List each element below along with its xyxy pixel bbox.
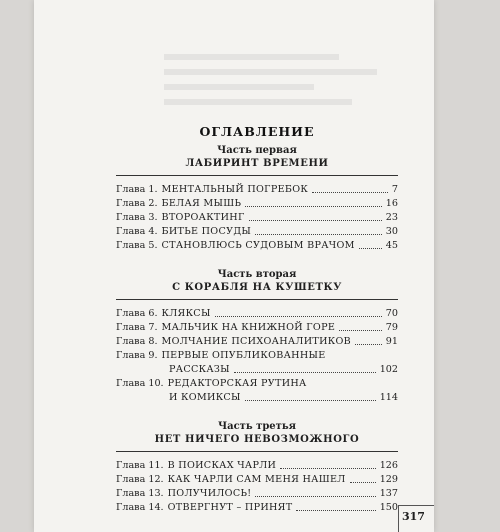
toc-entry (116, 183, 398, 197)
part-name: НЕТ НИЧЕГО НЕВОЗМОЖНОГО (154, 434, 360, 445)
chapter-title: ОТВЕРГНУТ – ПРИНЯТ (167, 502, 293, 513)
toc-entry (116, 349, 398, 363)
chapter-page: 70 (385, 308, 398, 319)
leader-dots (245, 206, 381, 207)
book-page (34, 0, 434, 532)
toc-heading: ОГЛАВЛЕНИЕ (199, 124, 315, 139)
toc-entry (116, 501, 398, 515)
toc-entry (116, 321, 398, 335)
leader-dots (280, 468, 375, 469)
chapter-number: Глава 3. (116, 212, 158, 223)
chapter-page: 102 (379, 364, 398, 375)
chapter-title: БИТЬЕ ПОСУДЫ (161, 226, 252, 237)
chapter-title: КЛЯКСЫ (161, 308, 211, 319)
chapter-number: Глава 5. (116, 240, 158, 251)
chapter-title: МЕНТАЛЬНЫЙ ПОГРЕБОК (161, 184, 309, 195)
toc-entry (116, 487, 398, 501)
toc-entry (116, 197, 398, 211)
chapter-title: КАК ЧАРЛИ САМ МЕНЯ НАШЕЛ (167, 474, 346, 485)
chapter-page: 126 (379, 460, 398, 471)
chapter-title: ПОЛУЧИЛОСЬ! (167, 488, 252, 499)
chapter-page: 79 (385, 322, 398, 333)
leader-dots (339, 330, 382, 331)
chapter-title: РЕДАКТОРСКАЯ РУТИНА (167, 378, 307, 389)
toc-entry (116, 239, 398, 253)
leader-dots (350, 482, 376, 483)
chapter-number: Глава 6. (116, 308, 158, 319)
chapter-page: 114 (379, 392, 398, 403)
part-label: Часть третья (217, 421, 297, 432)
chapter-number: Глава 10. (116, 378, 164, 389)
chapter-title: СТАНОВЛЮСЬ СУДОВЫМ ВРАЧОМ (161, 240, 355, 251)
chapter-title: ПЕРВЫЕ ОПУБЛИКОВАННЫЕ (161, 350, 326, 361)
chapter-number: Глава 11. (116, 460, 164, 471)
leader-dots (296, 510, 375, 511)
chapter-number: Глава 4. (116, 226, 158, 237)
toc-entry (116, 459, 398, 473)
chapter-page: 7 (391, 184, 398, 195)
chapter-page: 23 (385, 212, 398, 223)
leader-dots (255, 234, 382, 235)
chapter-title: В ПОИСКАХ ЧАРЛИ (167, 460, 277, 471)
leader-dots (234, 372, 376, 373)
chapter-title: ВТОРОАКТИНГ (161, 212, 245, 223)
chapter-page: 91 (385, 336, 398, 347)
toc-part (116, 269, 398, 405)
toc-entry (116, 335, 398, 349)
leader-dots (245, 400, 376, 401)
part-name: С КОРАБЛЯ НА КУШЕТКУ (172, 282, 342, 293)
toc-entry-continuation (116, 363, 398, 377)
divider (116, 451, 398, 452)
toc-entry (116, 377, 398, 391)
part-name: ЛАБИРИНТ ВРЕМЕНИ (185, 158, 329, 169)
bleed-through-text (164, 45, 414, 114)
chapter-number: Глава 14. (116, 502, 164, 513)
chapter-number: Глава 7. (116, 322, 158, 333)
spacer (116, 253, 398, 265)
part-label: Часть вторая (217, 269, 297, 280)
table-of-contents (116, 124, 398, 515)
toc-entry (116, 211, 398, 225)
chapter-page: 16 (385, 198, 398, 209)
leader-dots (312, 192, 388, 193)
toc-part (116, 145, 398, 253)
chapter-number: Глава 12. (116, 474, 164, 485)
toc-entry (116, 307, 398, 321)
chapter-number: Глава 2. (116, 198, 158, 209)
chapter-page: 150 (379, 502, 398, 513)
chapter-number: Глава 1. (116, 184, 158, 195)
divider (116, 175, 398, 176)
toc-entry (116, 473, 398, 487)
chapter-title: МОЛЧАНИЕ ПСИХОАНАЛИТИКОВ (161, 336, 352, 347)
leader-dots (355, 344, 382, 345)
page-number: 317 (398, 505, 434, 532)
chapter-page: 129 (379, 474, 398, 485)
chapter-page: 137 (379, 488, 398, 499)
chapter-title-continuation: И КОМИКСЫ (169, 392, 241, 403)
leader-dots (215, 316, 382, 317)
chapter-title: МАЛЬЧИК НА КНИЖНОЙ ГОРЕ (161, 322, 336, 333)
chapter-number: Глава 9. (116, 350, 158, 361)
chapter-page: 45 (385, 240, 398, 251)
chapter-number: Глава 13. (116, 488, 164, 499)
leader-dots (255, 496, 375, 497)
chapter-number: Глава 8. (116, 336, 158, 347)
chapter-title: БЕЛАЯ МЫШЬ (161, 198, 242, 209)
divider (116, 299, 398, 300)
chapter-title-continuation: РАССКАЗЫ (169, 364, 230, 375)
toc-entry (116, 225, 398, 239)
leader-dots (359, 248, 382, 249)
chapter-page: 30 (385, 226, 398, 237)
leader-dots (249, 220, 382, 221)
spacer (116, 405, 398, 417)
toc-part (116, 421, 398, 515)
part-label: Часть первая (217, 145, 297, 156)
toc-entry-continuation (116, 391, 398, 405)
